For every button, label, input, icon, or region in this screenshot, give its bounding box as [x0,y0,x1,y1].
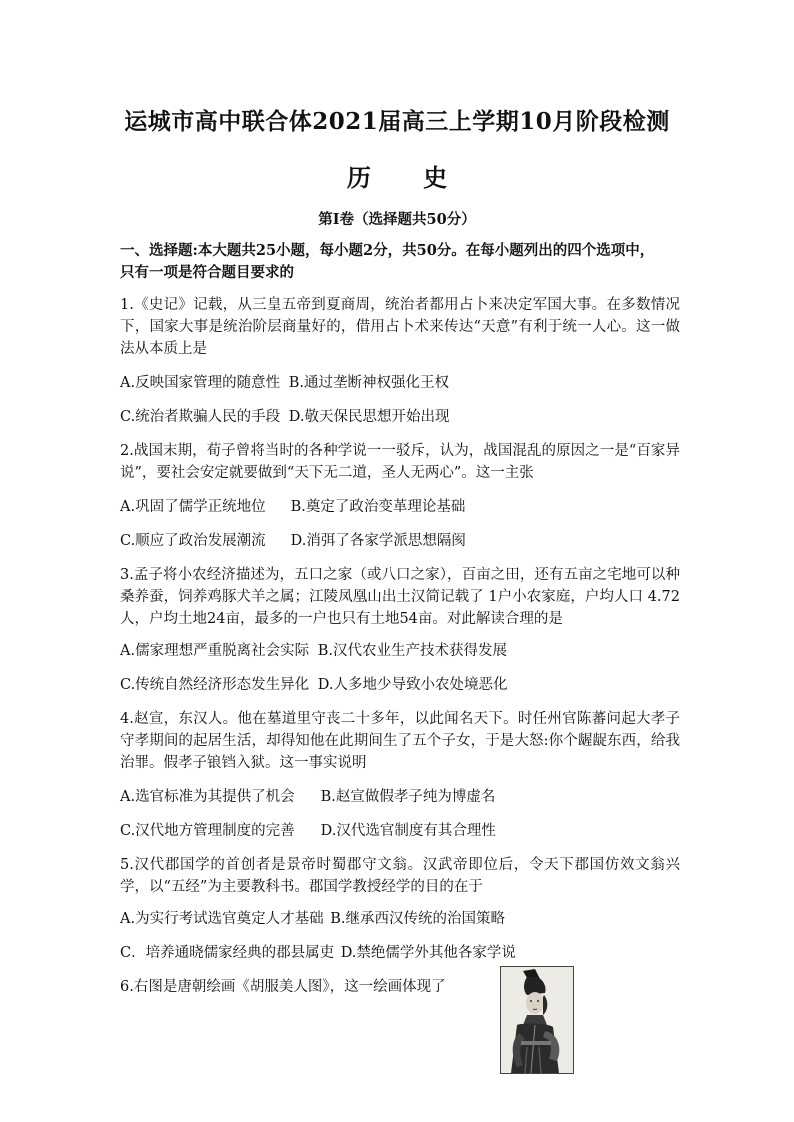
question-2-stem: 2.战国末期，荀子曾将当时的各种学说一一驳斥，认为，战国混乱的原因之一是“百家异说”，要社会安定就要做到“天下无二道，圣人无两心”。这一主张 [120,443,680,481]
question-2-options-row-1 [120,496,680,518]
section-instructions [120,240,680,284]
question-2-option-b: B.奠定了政治变革理论基础 [290,499,466,515]
question-4-stem: 4.赵宣，东汉人。他在墓道里守丧二十多年，以此闻名天下。时任州官陈蕃问起大孝子守孝期间的起居生活，却得知他在此期间生了五个子女，于是大怒:你个龌龊东西，给我治罪。假孝子锒铛入狱。这一事实说明 [120,711,680,771]
question-1-options-row-2 [120,406,680,428]
question-4-option-c: C.汉代地方管理制度的完善 [120,823,295,839]
question-3-option-c: C.传统自然经济形态发生异化 [120,677,310,693]
section-line-1: 一、选择题:本大题共25小题，每小题2分，共50分。在每小题列出的四个选项中， [120,242,655,259]
question-5-stem: 5.汉代郡国学的首创者是景帝时蜀郡守文翁。汉武帝即位后，令天下郡国仿效文翁兴学，以“五经”为主要教科书。郡国学教授经学的目的在于 [120,857,680,895]
question-3-stem: 3.孟子将小农经济描述为，五口之家（或八口之家），百亩之田，还有五亩之宅地可以种桑养蚕，饲养鸡豚犬羊之属；江陵凤凰山出土汉简记载了 1户小农家庭，户均人口 4.72人，户均土地24亩，最多的一户也只有土地54亩。对此解读合理的是 [120,567,680,627]
question-4-option-d: D.汉代选官制度有其合理性 [320,823,496,839]
question-5-options-row-1 [120,908,680,930]
question-4-option-a: A.选官标准为其提供了机会 [120,789,295,805]
question-6-stem: 6.右图是唐朝绘画《胡服美人图》，这一绘画体现了 [120,979,446,995]
question-3-option-a: A.儒家理想严重脱离社会实际 [120,643,310,659]
question-1-options-row-1 [120,372,680,394]
question-1-option-d: D.敬天保民思想开始出现 [288,409,450,425]
question-1-stem: 1.《史记》记载，从三皇五帝到夏商周，统治者都用占卜来决定军国大事。在多数情况下，国家大事是统治阶层商量好的，借用占卜术来传达“天意”有利于统一人心。这一做法从本质上是 [120,297,680,357]
question-3-option-d: D.人多地少导致小农处境恶化 [317,677,508,693]
question-3-option-b: B.汉代农业生产技术获得发展 [317,643,507,659]
subject-title: 历 史 [346,163,470,192]
volume-heading: 第Ⅰ卷（选择题共50分） [318,211,476,228]
lady-portrait-image [501,967,573,1073]
question-1-option-b: B.通过垄断神权强化王权 [288,375,449,391]
question-5-options-row-2 [120,942,680,964]
exam-title: 运城市高中联合体2021届高三上学期10月阶段检测 [124,108,670,135]
question-1-option-c: C.统治者欺骗人民的手段 [120,409,281,425]
question-5-option-c: C．培养通晓儒家经典的郡县属吏 [120,945,335,961]
question-3-options-row-2 [120,674,680,696]
question-5-option-b: B.继承西汉传统的治国策略 [330,911,505,927]
question-2-options-row-2 [120,530,680,552]
question-5-option-d: D.禁绝儒学外其他各家学说 [340,945,516,961]
question-4-options-row-2 [120,820,680,842]
question-4-option-b: B.赵宣做假孝子纯为博虚名 [320,789,496,805]
question-2-option-a: A.巩固了儒学正统地位 [120,499,266,515]
question-3-options-row-1 [120,640,680,662]
question-4-options-row-1 [120,786,680,808]
question-5-option-a: A.为实行考试选官奠定人才基础 [120,911,324,927]
painting-figure [500,966,574,1074]
question-2-option-c: C.顺应了政治发展潮流 [120,533,266,549]
question-1-option-a: A.反映国家管理的随意性 [120,375,281,391]
section-line-2: 只有一项是符合题目要求的 [120,264,294,281]
question-2-option-d: D.消弭了各家学派思想隔阂 [290,533,466,549]
